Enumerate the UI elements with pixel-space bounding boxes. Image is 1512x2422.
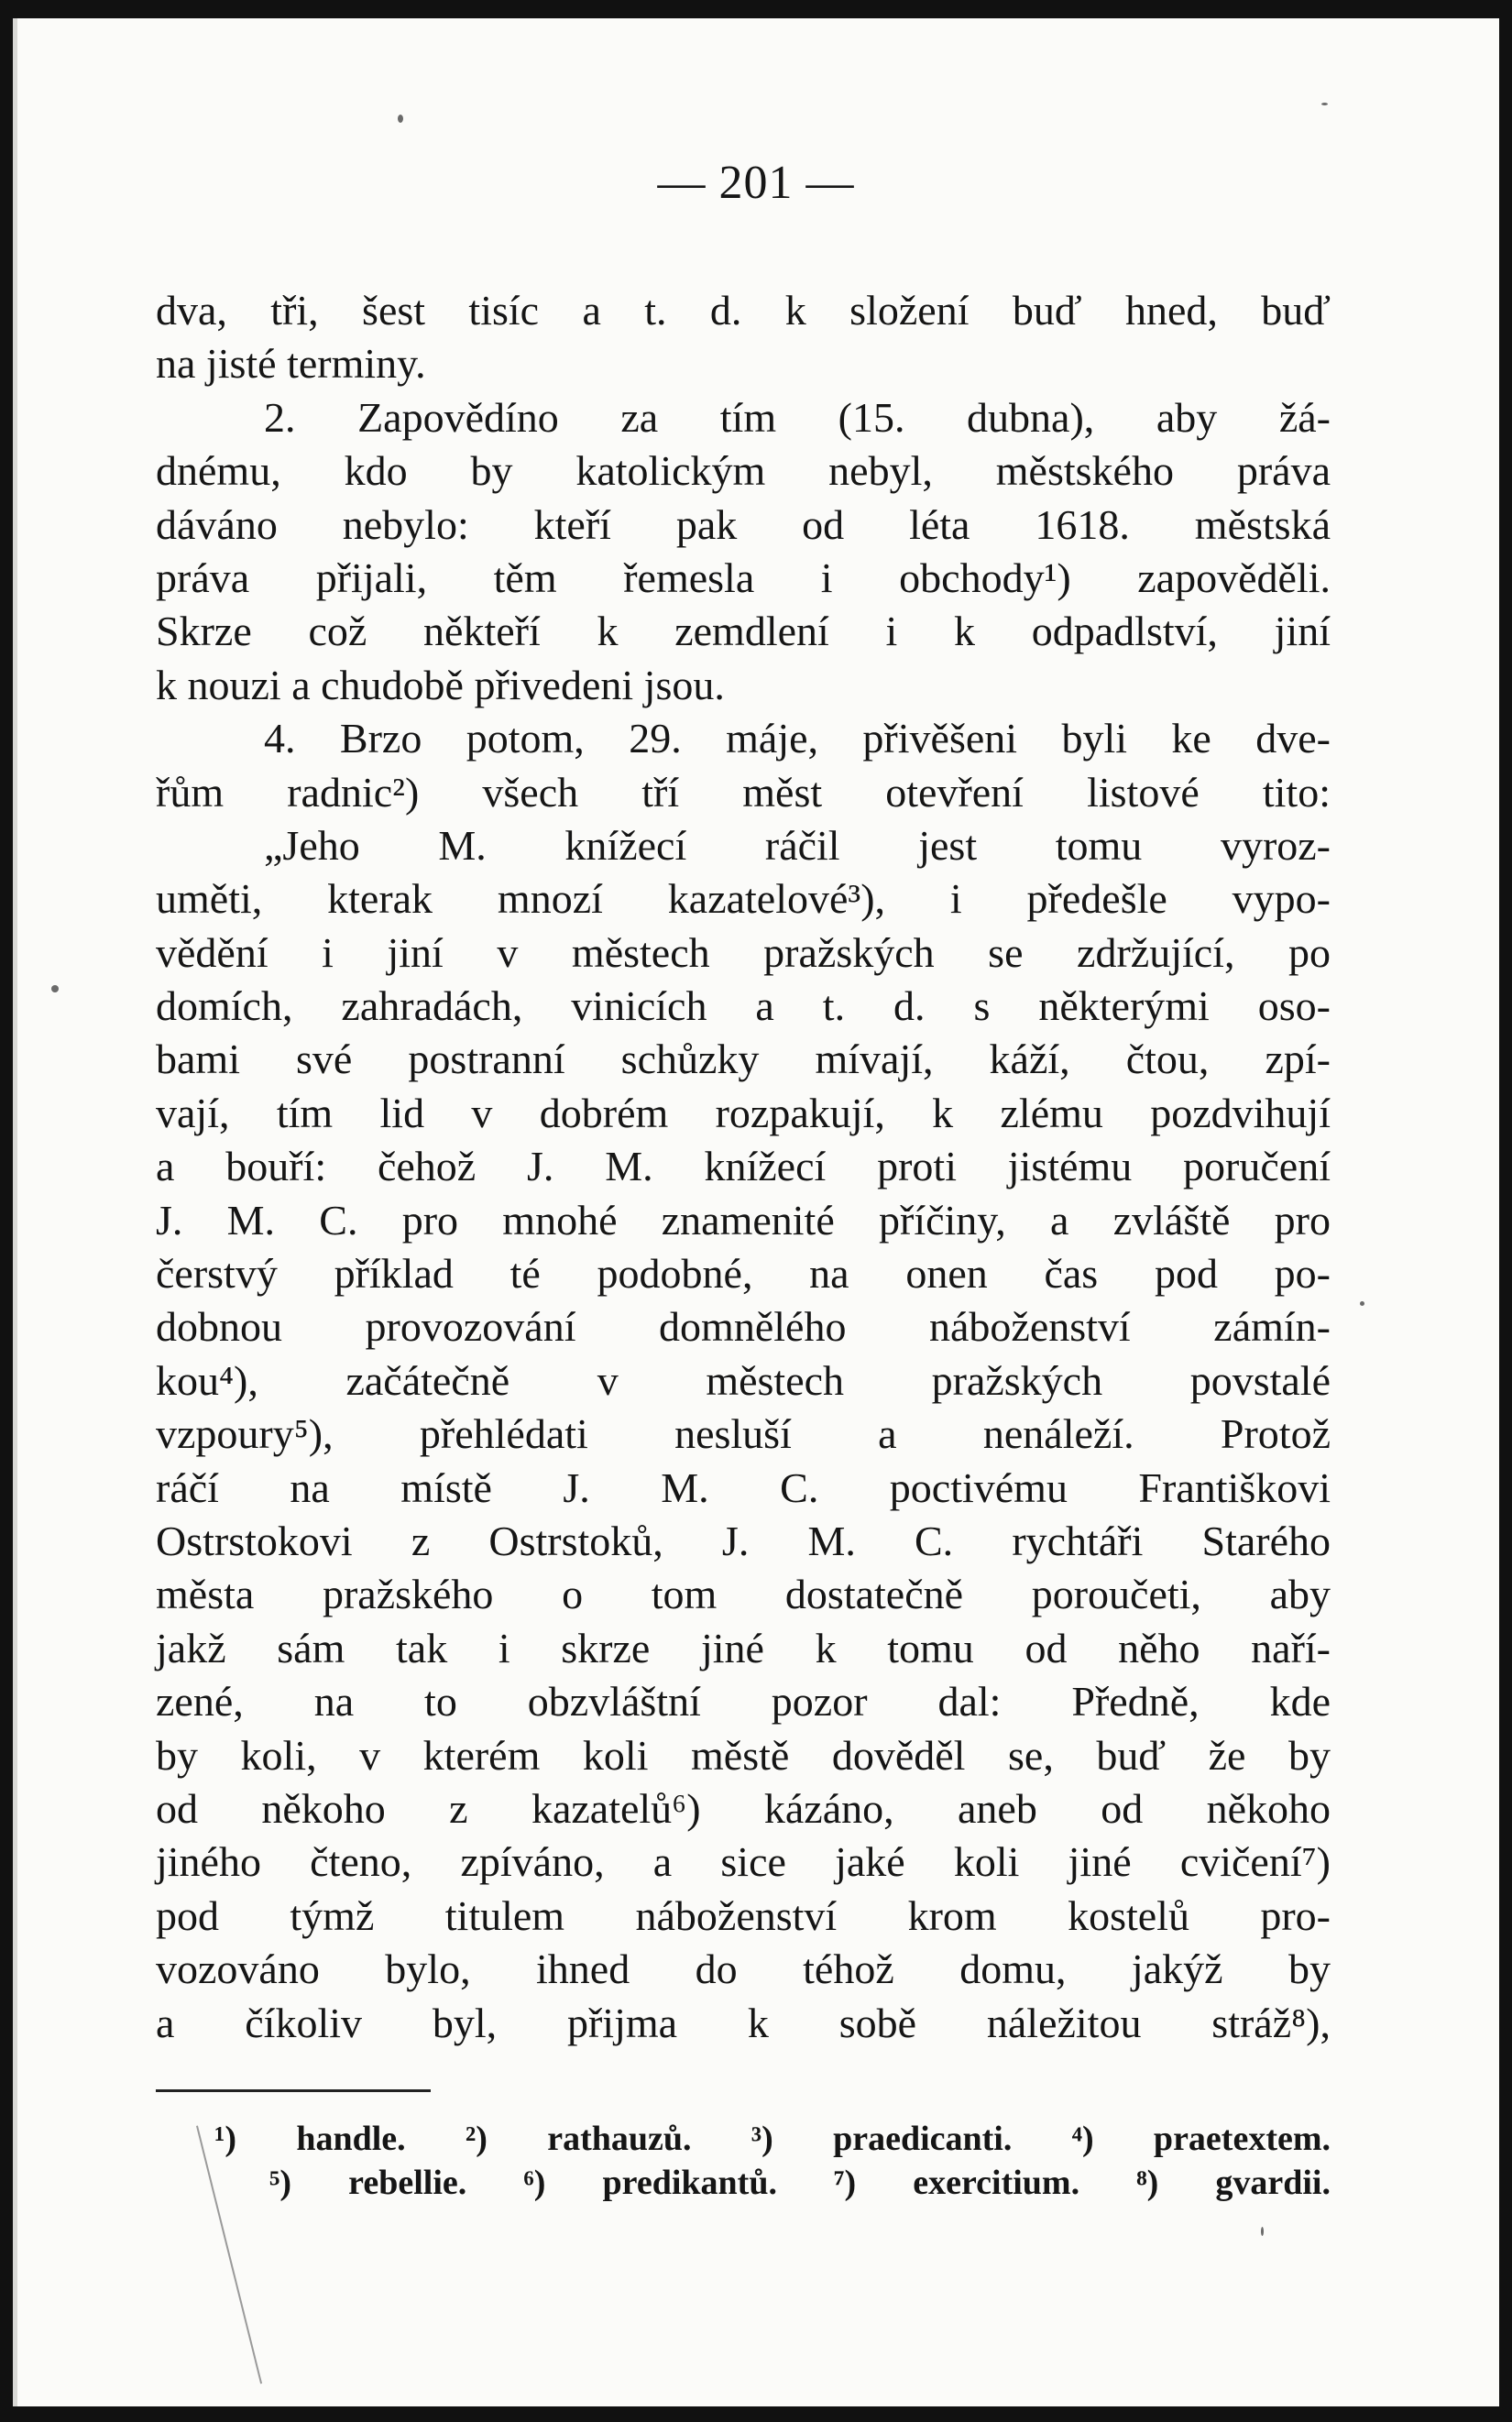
text-line: domích, zahradách, vinicích a t. d. s některými oso- <box>156 982 1331 1030</box>
paper-speck <box>1261 2227 1264 2236</box>
paper-speck <box>1321 103 1328 105</box>
paper-speck <box>398 115 403 123</box>
text-line: zené, na to obzvláštní pozor dal: Předně, kde <box>156 1678 1331 1726</box>
text-line: jiného čteno, zpíváno, a sice jaké koli jiné cvičení⁷) <box>156 1838 1331 1886</box>
text-line: dnému, kdo by katolickým nebyl, městského práva <box>156 447 1331 495</box>
body-text <box>156 284 1331 2050</box>
footnote-divider <box>156 2089 431 2092</box>
text-line: dáváno nebylo: kteří pak od léta 1618. městská <box>156 500 1331 548</box>
text-line: „Jeho M. knížecí ráčil jest tomu vyroz- <box>264 821 1331 869</box>
text-line: pod týmž titulem náboženství krom kostelů pro- <box>156 1891 1331 1939</box>
text-line: vozováno bylo, ihned do téhož domu, jakýž by <box>156 1945 1331 1993</box>
text-line: od někoho z kazatelů⁶) kázáno, aneb od někoho <box>156 1784 1331 1832</box>
text-line: a číkoliv byl, přijma k sobě náležitou stráž⁸), <box>156 1999 1331 2046</box>
text-line: dva, tři, šest tisíc a t. d. k složení buď hned, buď <box>156 287 1331 334</box>
text-line: Skrze což někteří k zemdlení i k odpadlství, jiní <box>156 608 1331 655</box>
book-page <box>13 18 1499 2406</box>
text-line: vzpoury⁵), přehlédati nesluší a nenáleží. Protož <box>156 1410 1331 1458</box>
text-line: vědění i jiní v městech pražských se zdržující, po <box>156 928 1331 976</box>
text-line: dobnou provozování domnělého náboženství zámín- <box>156 1303 1331 1351</box>
footnote-line: ¹) handle. ²) rathauzů. ³) praedicanti. ⁴) praetextem. <box>214 2120 1331 2158</box>
footnote-line: ⁵) rebellie. ⁶) predikantů. ⁷) exercitium. ⁸) gvardii. <box>269 2164 1331 2202</box>
text-line: Ostrstokovi z Ostrstoků, J. M. C. rychtáři Starého <box>156 1517 1331 1564</box>
text-line: čerstvý příklad té podobné, na onen čas pod po- <box>156 1250 1331 1298</box>
text-line: 4. Brzo potom, 29. máje, přivěšeni byli ke dve- <box>264 715 1331 762</box>
text-line: J. M. C. pro mnohé znamenité příčiny, a zvláště pro <box>156 1196 1331 1244</box>
text-line: kou⁴), začátečně v městech pražských povstalé <box>156 1356 1331 1404</box>
text-line: města pražského o tom dostatečně poroučeti, aby <box>156 1571 1331 1618</box>
text-line: ráčí na místě J. M. C. poctivému Františkovi <box>156 1463 1331 1511</box>
paper-speck <box>51 985 59 992</box>
text-line: na jisté terminy. <box>156 340 426 388</box>
text-line: by koli, v kterém koli městě dověděl se, buď že by <box>156 1731 1331 1779</box>
text-line: jakž sám tak i skrze jiné k tomu od něho naří- <box>156 1624 1331 1671</box>
footnotes <box>214 2117 1331 2205</box>
text-line: řům radnic²) všech tří měst otevření listové tito: <box>156 768 1331 816</box>
paper-speck <box>1360 1301 1364 1306</box>
page-edge <box>13 18 17 2406</box>
page-number: — 201 — <box>657 157 855 209</box>
text-line: práva přijali, těm řemesla i obchody¹) zapověděli. <box>156 553 1331 601</box>
text-line: bami své postranní schůzky mívají, káží, čtou, zpí- <box>156 1036 1331 1083</box>
text-line: uměti, kterak mnozí kazatelové³), i předešle vypo- <box>156 875 1331 923</box>
text-line: 2. Zapovědíno za tím (15. dubna), aby žá- <box>264 393 1331 441</box>
text-line: a bouří: čehož J. M. knížecí proti jistému poručení <box>156 1143 1331 1190</box>
text-line: k nouzi a chudobě přivedeni jsou. <box>156 661 725 708</box>
text-line: vají, tím lid v dobrém rozpakují, k zlému pozdvihují <box>156 1089 1331 1136</box>
